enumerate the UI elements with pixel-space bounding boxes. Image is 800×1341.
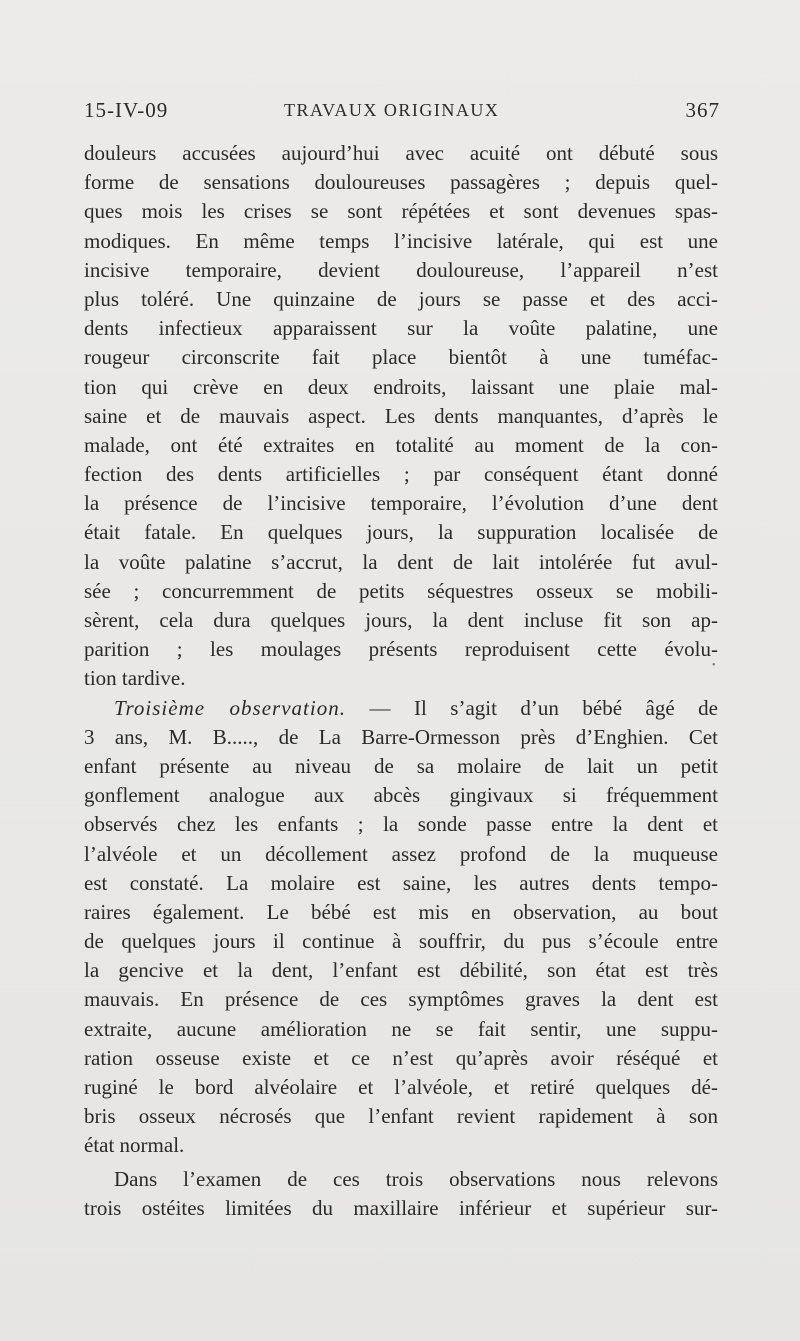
text-line <box>84 694 718 723</box>
text-line: observés chez les enfants ; la sonde passe entre la dent et <box>84 812 718 837</box>
text-line: malade, ont été extraites en totalité au moment de la con- <box>84 432 718 457</box>
header-date: 15-IV-09 <box>84 98 169 122</box>
paragraph-conclusion <box>84 1165 718 1223</box>
text-line: 3 ans, M. B....., de La Barre-Ormesson près d’Enghien. Cet <box>84 724 718 749</box>
text-line: était fatale. En quelques jours, la suppuration localisée de <box>84 520 718 545</box>
text-line: plus toléré. Une quinzaine de jours se passe et des acci- <box>84 286 718 311</box>
text-line: gonflement analogue aux abcès gingivaux si fréquemment <box>84 783 718 808</box>
text-line: saine et de mauvais aspect. Les dents manquantes, d’après le <box>84 403 718 428</box>
header-title: TRAVAUX ORIGINAUX <box>284 100 500 120</box>
text-line: la présence de l’incisive temporaire, l’évolution d’une dent <box>84 491 718 516</box>
ink-speck: • <box>712 660 716 671</box>
heading-continuation: — Il s’agit d’un bébé âgé de <box>345 695 718 720</box>
text-line: ques mois les crises se sont répétées et sont devenues spas- <box>84 199 718 224</box>
text-line: raires également. Le bébé est mis en observation, au bout <box>84 899 718 924</box>
body-text <box>84 139 718 1223</box>
text-line: douleurs accusées aujourd’hui avec acuité ont débuté sous <box>84 141 718 165</box>
text-line: sèrent, cela dura quelques jours, la dent incluse fit son ap- <box>84 608 718 632</box>
text-line: bris osseux nécrosés que l’enfant revient rapidement à son <box>84 1104 718 1129</box>
text-line: fection des dents artificielles ; par conséquent étant donné <box>84 462 718 487</box>
text-line: enfant présente au niveau de sa molaire de lait un petit <box>84 753 718 778</box>
section-heading: Troisième observation. <box>114 695 346 720</box>
text-line: rougeur circonscrite fait place bientôt à une tuméfac- <box>84 345 718 370</box>
text-line: incisive temporaire, devient douloureuse, l’appareil n’est <box>84 257 718 282</box>
text-line: tion tardive. <box>84 666 186 691</box>
text-line: est constaté. La molaire est saine, les autres dents tempo- <box>84 870 718 895</box>
text-line: état normal. <box>84 1133 185 1158</box>
text-line: tion qui crève en deux endroits, laissant une plaie mal- <box>84 374 718 399</box>
paragraph-third-observation <box>84 694 718 1161</box>
text-line: extraite, aucune amélioration ne se fait sentir, une suppu- <box>84 1016 718 1041</box>
page-number: 367 <box>685 98 720 122</box>
text-line: la voûte palatine s’accrut, la dent de lait intolérée fut avul- <box>84 549 718 574</box>
text-line: dents infectieux apparaissent sur la voûte palatine, une <box>84 316 718 341</box>
text-line: la gencive et la dent, l’enfant est débilité, son état est très <box>84 958 718 983</box>
text-line: de quelques jours il continue à souffrir, du pus s’écoule entre <box>84 929 718 954</box>
text-line: modiques. En même temps l’incisive latérale, qui est une <box>84 228 718 253</box>
text-line: sée ; concurremment de petits séquestres osseux se mobili- <box>84 578 718 603</box>
text-line: parition ; les moulages présents reproduisent cette évolu- <box>84 637 718 662</box>
paragraph-continued <box>84 139 718 694</box>
text-line: trois ostéites limitées du maxillaire inférieur et supérieur sur- <box>84 1195 718 1220</box>
text-line: ruginé le bord alvéolaire et l’alvéole, et retiré quelques dé- <box>84 1075 718 1099</box>
text-line: mauvais. En présence de ces symptômes graves la dent est <box>84 987 718 1012</box>
text-line: forme de sensations douloureuses passagères ; depuis quel- <box>84 170 718 195</box>
text-line: l’alvéole et un décollement assez profond de la muqueuse <box>84 841 718 866</box>
running-header <box>84 98 720 128</box>
text-line: Dans l’examen de ces trois observations nous relevons <box>114 1166 718 1191</box>
text-line: ration osseuse existe et ce n’est qu’après avoir réséqué et <box>84 1045 718 1070</box>
